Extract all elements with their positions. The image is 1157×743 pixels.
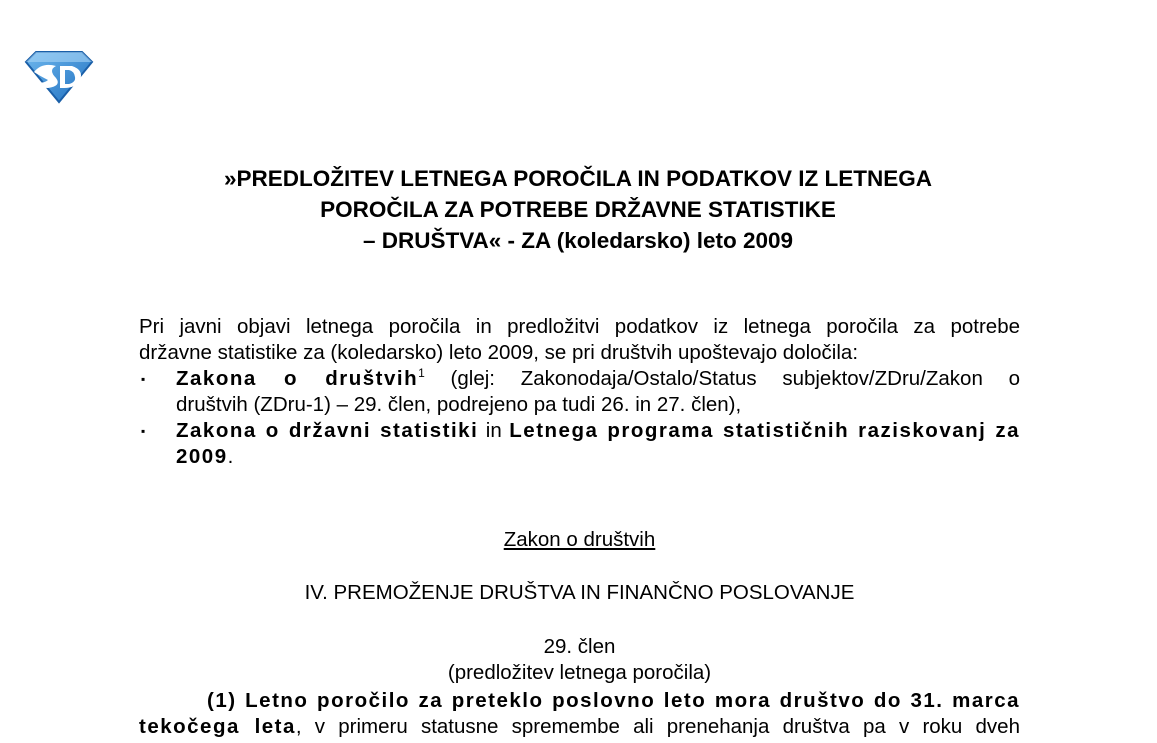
title-line-3: – DRUŠTVA« - ZA (koledarsko) leto 2009 [362, 228, 794, 253]
law-reference-cont: društvih (ZDru-1) – 29. člen, podrejeno pa tudi 26. in 27. člen), [176, 393, 742, 416]
sd-logo [22, 48, 96, 104]
title-line-2: POROČILA ZA POTREBE DRŽAVNE STATISTIKE [320, 197, 836, 222]
law-heading: Zakon o društvih [503, 528, 656, 551]
chapter-heading: IV. PREMOŽENJE DRUŠTVA IN FINANČNO POSLOVANJE [304, 581, 855, 604]
paragraph-bold-text: Letno poročilo za preteklo poslovno leto mora društvo do 31. marca [236, 689, 1020, 712]
list-item [139, 418, 1020, 470]
connector-text: in [478, 419, 510, 442]
law-name: Zakona o državni statistiki [176, 419, 479, 442]
intro-paragraph [139, 314, 1020, 366]
paragraph-text: , v primeru statusne spremembe ali prenehanja društva pa v roku dveh [295, 715, 1020, 738]
bullet-marker: ▪ [141, 372, 146, 386]
program-year: 2009 [176, 445, 228, 468]
list-item-line [176, 366, 1020, 392]
regulation-list [139, 366, 1020, 470]
list-item-line [176, 418, 1020, 444]
intro-line-2: državne statistike za (koledarsko) leto 2009, se pri društvih upoštevajo določila: [139, 341, 859, 364]
law-reference: (glej: Zakonodaja/Ostalo/Status subjektov/ZDru/Zakon o [424, 367, 1020, 390]
law-name: Zakona o društvih [176, 367, 419, 390]
intro-line-1: Pri javni objavi letnega poročila in predložitvi podatkov iz letnega poročila za potrebe [139, 315, 1020, 338]
article-number: 29. člen [543, 635, 616, 658]
bullet-marker: ▪ [141, 424, 146, 438]
footnote-ref: 1 [418, 366, 425, 381]
article-paragraph [139, 688, 1020, 740]
title-line-1: »PREDLOŽITEV LETNEGA POROČILA IN PODATKOV IZ LETNEGA [224, 166, 932, 191]
article-heading [139, 634, 1020, 686]
paragraph-number: (1) [207, 689, 237, 712]
program-name: Letnega programa statističnih raziskovanj za [509, 419, 1020, 442]
list-item [139, 366, 1020, 418]
article-subtitle: (predložitev letnega poročila) [447, 661, 712, 684]
period: . [227, 445, 234, 468]
paragraph-line-1 [139, 688, 1020, 714]
paragraph-bold-text-2: tekočega leta [139, 715, 296, 738]
paragraph-line-2 [139, 714, 1020, 740]
document-title [100, 163, 1056, 256]
